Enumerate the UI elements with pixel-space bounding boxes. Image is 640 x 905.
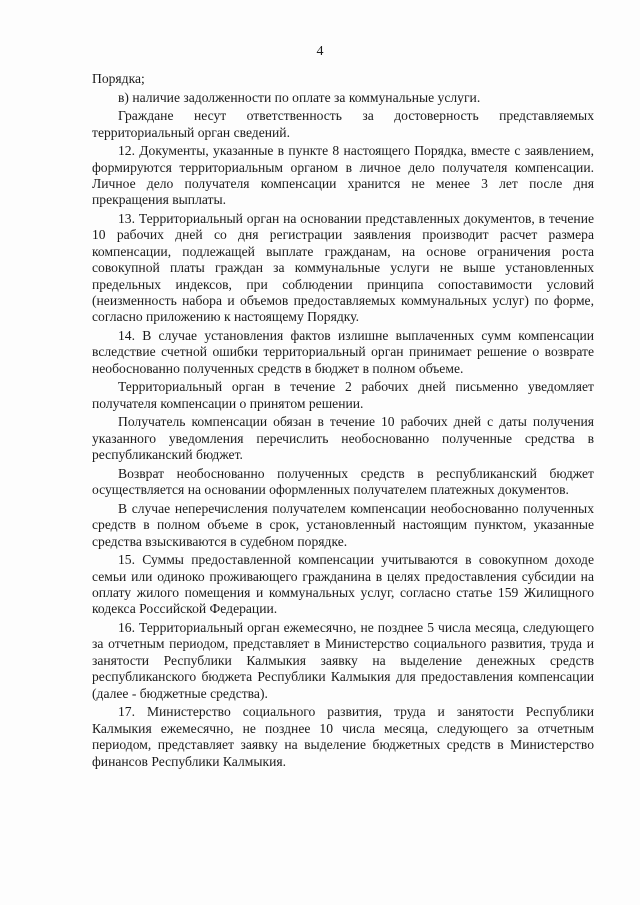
paragraph-court-recovery: В случае неперечисления получателем компенсации необоснованно полученных средств в полном объеме в срок, установленный настоящим пунктом, указанные средства взыскиваются в судебном порядке. xyxy=(92,500,594,549)
paragraph-item-14: 14. В случае установления фактов излишне выплаченных сумм компенсации вследствие счетной ошибки территориальный орган принимает решение о возврате необоснованно полученных средств в бюджет в полном объеме. xyxy=(92,328,594,376)
paragraph-item-17: 17. Министерство социального развития, труда и занятости Республики Калмыкия ежемесячно, не позднее 10 числа месяца, следующего за отчетным периодом, представляет заявку на выделение бюджетных средств в Министерство финансов Республики Калмыкия. xyxy=(92,704,594,769)
document-body xyxy=(92,71,594,772)
paragraph-refund-obligation: Получатель компенсации обязан в течение 10 рабочих дней с даты получения указанного уведомления перечислить необоснованно полученные средства в республиканский бюджет. xyxy=(92,414,594,463)
paragraph-item-13: 13. Территориальный орган на основании представленных документов, в течение 10 рабочих дней со дня регистрации заявления производит расчет размера компенсации, подлежащей выплате гражданам, на основе ограничения роста совокупной платы граждан за коммунальные услуги не выше установленных предельных индексов, при соблюдении принципа сопоставимости условий (неизменность набора и объемов предоставляемых коммунальных услуг) по форме, согласно приложению к настоящему Порядку. xyxy=(92,211,594,325)
paragraph-notification: Территориальный орган в течение 2 рабочих дней письменно уведомляет получателя компенсации о принятом решении. xyxy=(92,379,594,411)
paragraph-debt-condition: в) наличие задолженности по оплате за коммунальные услуги. xyxy=(118,89,481,105)
page-number: 4 xyxy=(316,44,324,59)
paragraph-order-continuation: Порядка; xyxy=(92,71,145,86)
paragraph-item-15: 15. Суммы предоставленной компенсации учитываются в совокупном доходе семьи или одиноко проживающего гражданина в целях предоставления субсидии на оплату жилого помещения и коммунальных услуг, согласно статье 159 Жилищного кодекса Российской Федерации. xyxy=(92,552,594,617)
paragraph-item-16: 16. Территориальный орган ежемесячно, не позднее 5 числа месяца, следующего за отчетным периодом, представляет в Министерство социального развития, труда и занятости Республики Калмыкия заявку на выделение денежных средств республиканского бюджета Республики Калмыкия для предоставления компенсации (далее - бюджетные средства). xyxy=(92,620,594,701)
paragraph-refund-procedure: Возврат необоснованно полученных средств в республиканский бюджет осуществляется на основании оформленных получателем платежных документов. xyxy=(92,465,594,498)
paragraph-item-12: 12. Документы, указанные в пункте 8 настоящего Порядка, вместе с заявлением, формируются территориальным органом в личное дело получателя компенсации. Личное дело получателя компенсации хранится не менее 3 лет после дня прекращения выплаты. xyxy=(92,143,594,208)
paragraph-citizen-responsibility: Граждане несут ответственность за достоверность представляемых территориальный орган сведений. xyxy=(92,108,594,140)
